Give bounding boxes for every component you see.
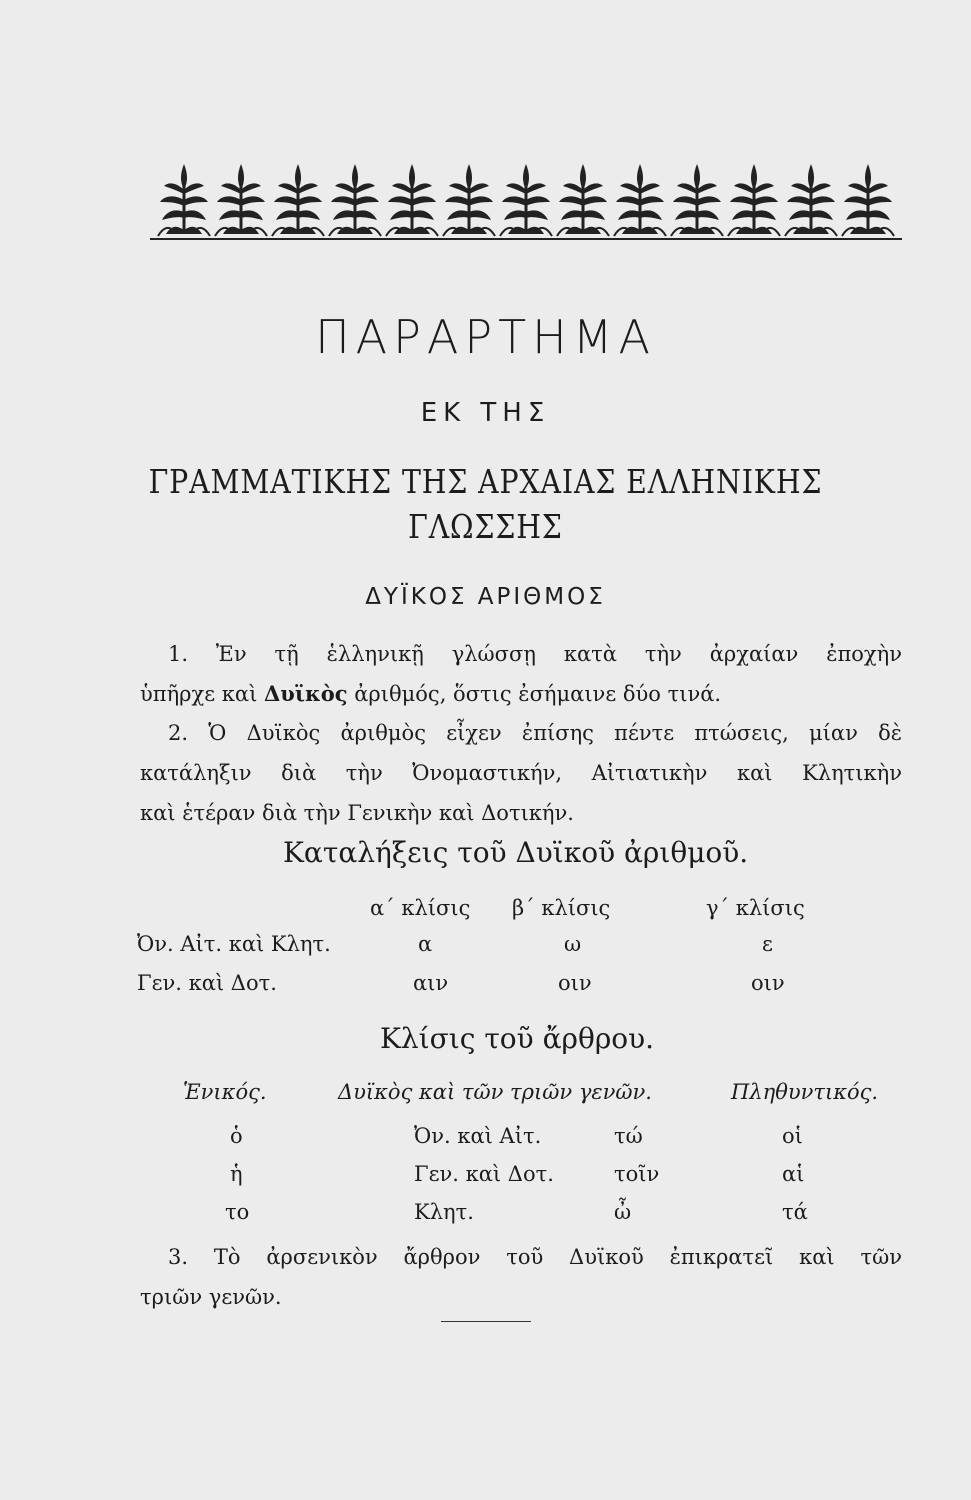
page-subtitle: ΕΚ ΤΗΣ bbox=[420, 398, 551, 428]
article-row-3-case: Κλητ. bbox=[414, 1200, 474, 1224]
paragraph-2-line-3: καὶ ἑτέραν διὰ τὴν Γενικὴν καὶ Δοτικήν. bbox=[140, 801, 574, 825]
paragraph-1 bbox=[140, 634, 902, 714]
endings-row-2-label: Γεν. καὶ Δοτ. bbox=[137, 971, 277, 995]
book-title-line-1: ΓΡΑΜΜΑΤΙΚΗΣ ΤΗΣ ΑΡΧΑΙΑΣ ΕΛΛΗΝΙΚΗΣ bbox=[148, 462, 823, 501]
article-row-3-singular: το bbox=[225, 1200, 250, 1224]
article-row-2-singular: ἡ bbox=[230, 1162, 243, 1186]
endings-row-1-a: α bbox=[418, 932, 433, 956]
endings-col-header-3: γ΄ κλίσις bbox=[706, 896, 805, 920]
endings-row-2-a: αιν bbox=[413, 971, 449, 995]
endings-row-1-b: ω bbox=[564, 932, 582, 956]
endings-row-1-label: Ὀν. Αἰτ. καὶ Κλητ. bbox=[137, 932, 331, 956]
article-row-3-dual: ὦ bbox=[614, 1200, 632, 1224]
paragraph-1-line-1: 1. Ἐν τῇ ἑλληνικῇ γλώσσῃ κατὰ τὴν ἀρχαίαν ἐποχὴν bbox=[168, 642, 902, 666]
endings-row-2-b: οιν bbox=[558, 971, 592, 995]
article-row-1-case: Ὀν. καὶ Αἰτ. bbox=[414, 1124, 542, 1148]
article-table-heading: Κλίσις τοῦ ἄρθρου. bbox=[380, 1022, 655, 1055]
article-row-1-plural: οἱ bbox=[782, 1124, 803, 1148]
paragraph-1-line-2-start: ὑπῆρχε καὶ bbox=[140, 682, 264, 706]
closing-rule bbox=[441, 1321, 531, 1322]
article-row-2-plural: αἱ bbox=[782, 1162, 805, 1186]
article-row-3-plural: τά bbox=[782, 1200, 808, 1224]
endings-col-header-2: β΄ κλίσις bbox=[512, 896, 611, 920]
paragraph-2-line-2: κατάληξιν διὰ τὴν Ὀνομαστικήν, Αἰτιατικὴν καὶ Κλητικὴν bbox=[140, 761, 902, 785]
endings-row-1-c: ε bbox=[762, 932, 773, 956]
article-col-header-singular: Ἑνικός. bbox=[183, 1080, 267, 1104]
section-title: ΔΥΪΚΟΣ ΑΡΙΘΜΟΣ bbox=[365, 584, 606, 610]
endings-col-header-1: α΄ κλίσις bbox=[370, 896, 471, 920]
palmette-ornament-band bbox=[150, 160, 902, 242]
page-title: ΠΑΡΑΡΤΗΜΑ bbox=[315, 310, 656, 364]
dual-number-term: Δυϊκὸς bbox=[264, 681, 348, 706]
paragraph-1-line-2 bbox=[140, 674, 902, 714]
paragraph-3-line-2: τριῶν γενῶν. bbox=[140, 1285, 282, 1309]
book-title-line-2: ΓΛΩΣΣΗΣ bbox=[408, 507, 563, 546]
endings-table-heading: Καταλήξεις τοῦ Δυϊκοῦ ἀριθμοῦ. bbox=[283, 836, 749, 869]
article-row-2-dual: τοῖν bbox=[614, 1162, 660, 1186]
article-row-1-dual: τώ bbox=[614, 1124, 643, 1148]
endings-row-2-c: οιν bbox=[751, 971, 785, 995]
paragraph-3-line-1: 3. Τὸ ἀρσενικὸν ἄρθρον τοῦ Δυϊκοῦ ἐπικρατεῖ καὶ τῶν bbox=[168, 1245, 902, 1269]
article-col-header-dual: Δυϊκὸς καὶ τῶν τριῶν γενῶν. bbox=[338, 1080, 652, 1104]
article-row-1-singular: ὁ bbox=[230, 1124, 243, 1148]
paragraph-2 bbox=[140, 713, 902, 833]
paragraph-2-line-1: 2. Ὁ Δυϊκὸς ἀριθμὸς εἶχεν ἐπίσης πέντε πτώσεις, μίαν δὲ bbox=[168, 721, 902, 745]
article-col-header-plural: Πληθυντικός. bbox=[731, 1080, 879, 1104]
paragraph-3 bbox=[140, 1237, 902, 1317]
paragraph-1-line-2-end: ἀριθμός, ὅστις ἐσήμαινε δύο τινά. bbox=[347, 682, 722, 706]
article-row-2-case: Γεν. καὶ Δοτ. bbox=[414, 1162, 554, 1186]
